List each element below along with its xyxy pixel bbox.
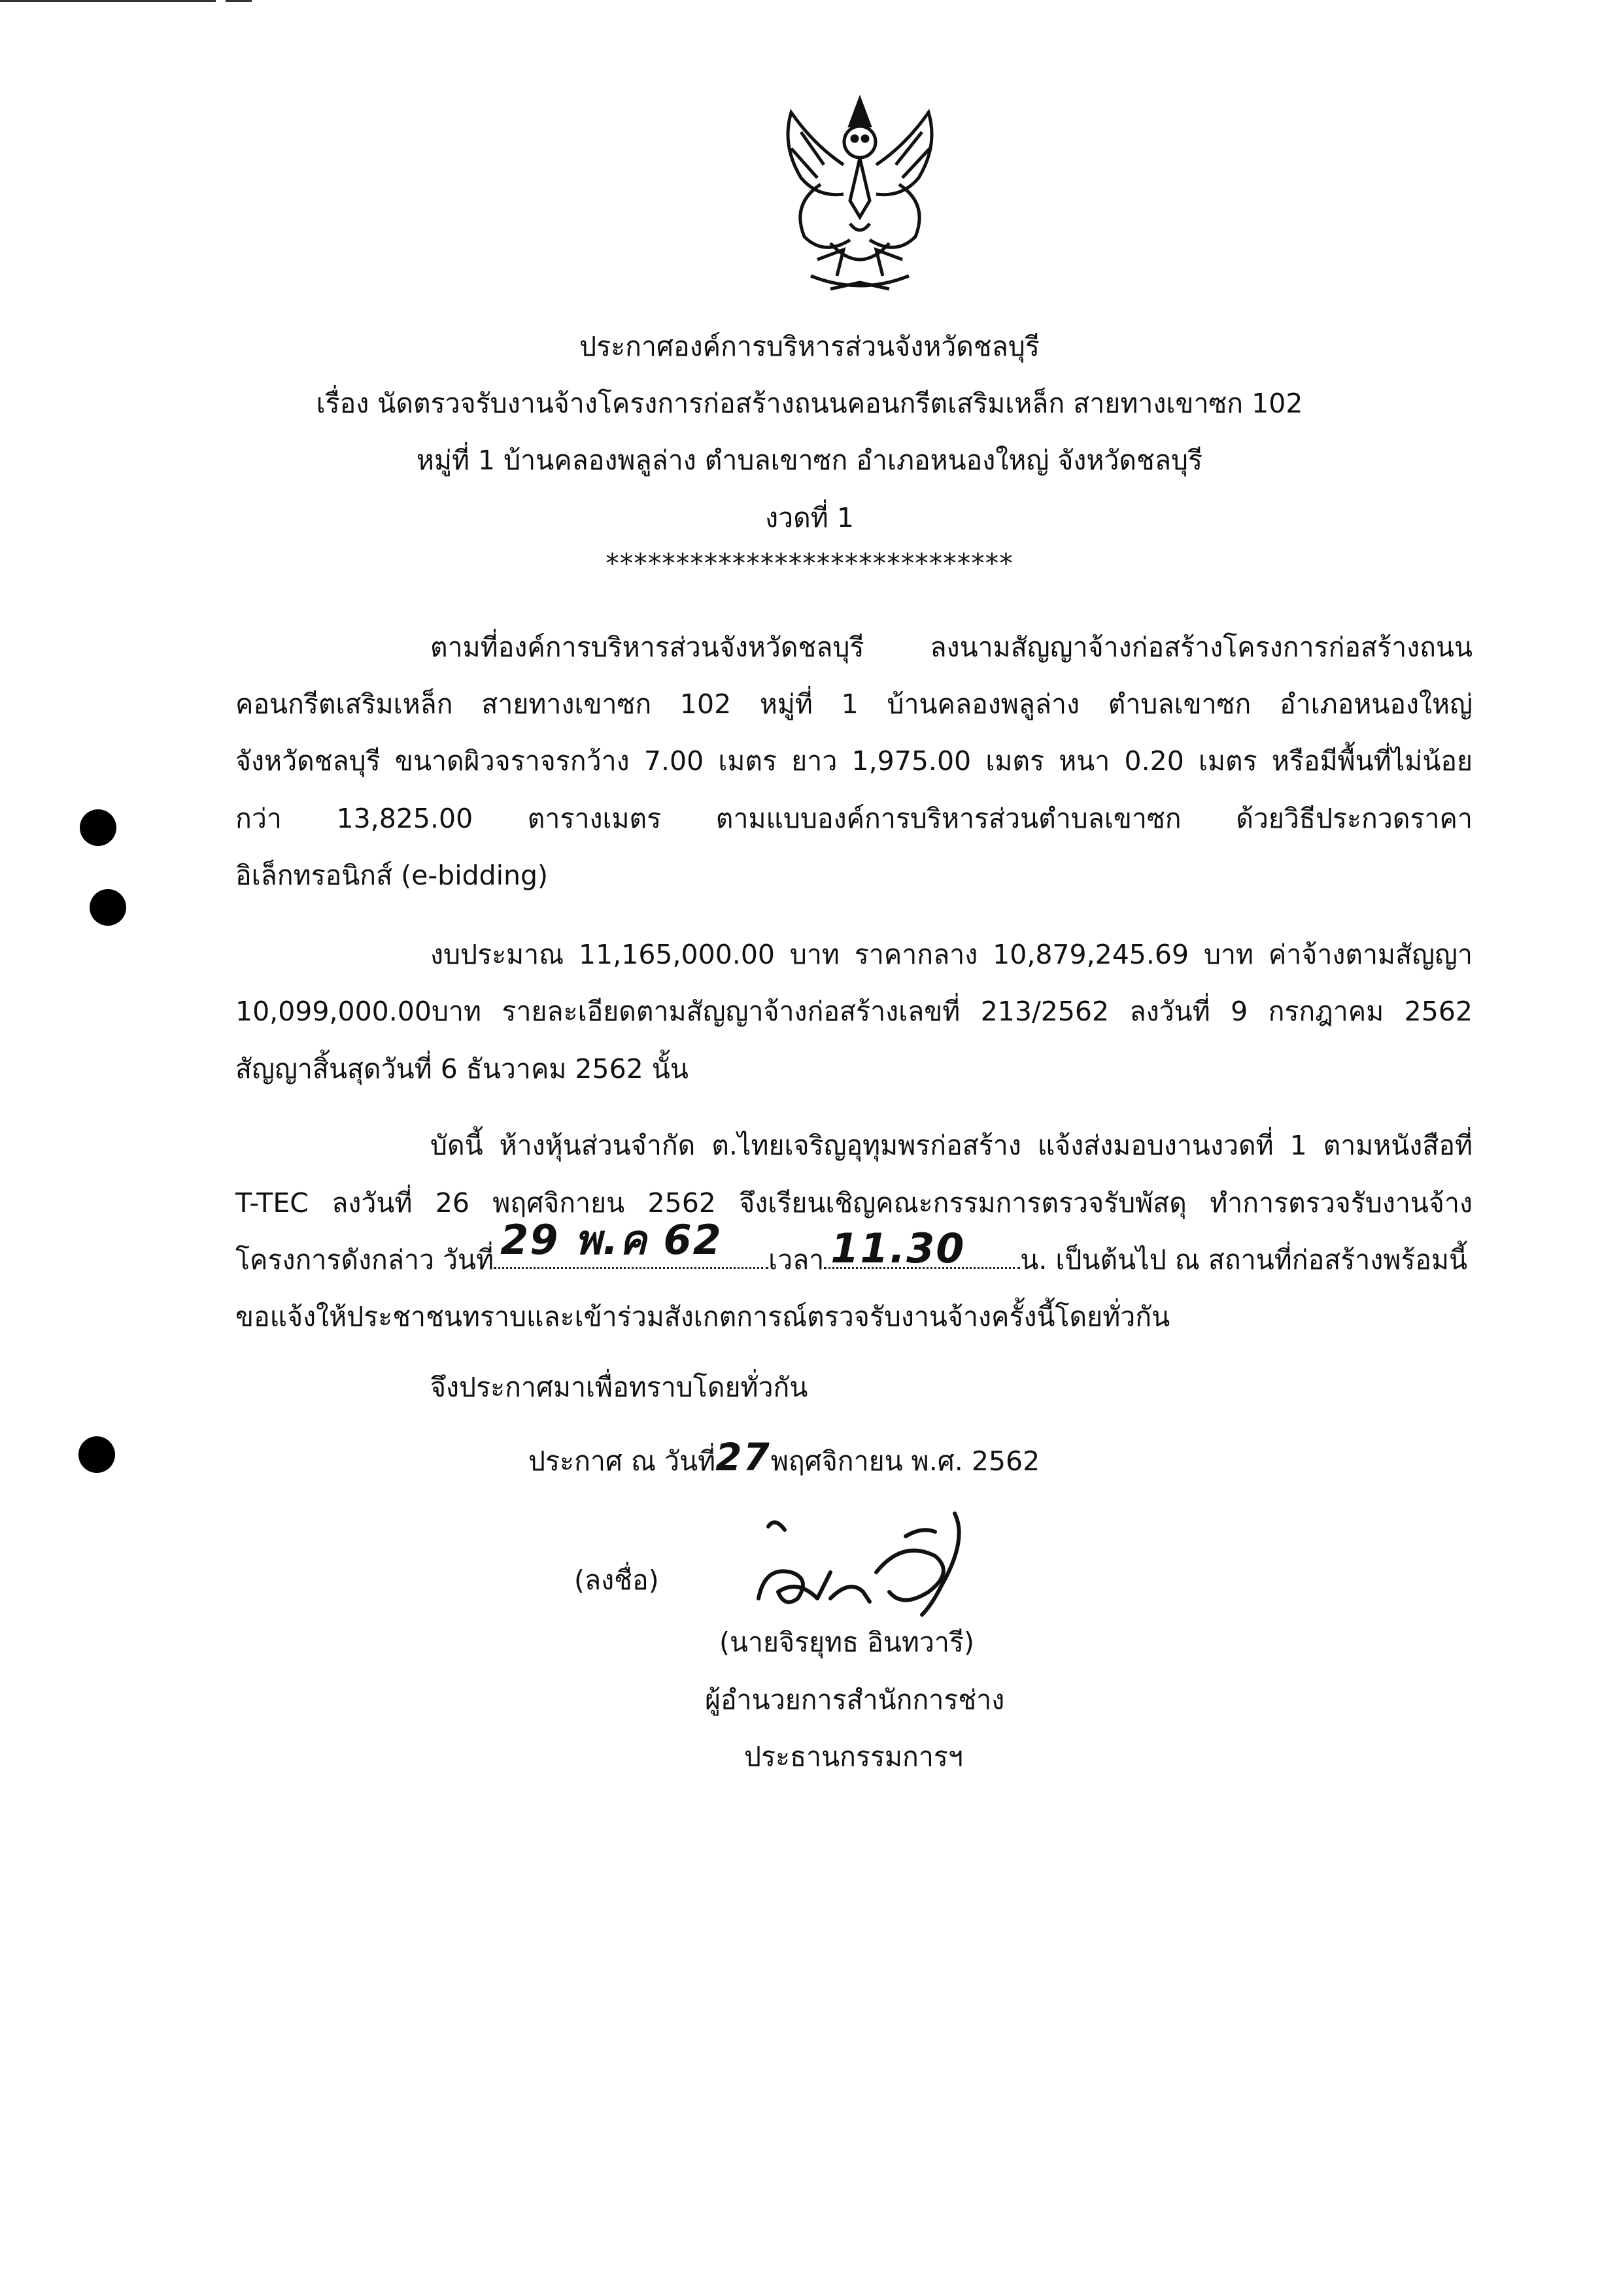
time-label: เวลา — [768, 1244, 825, 1275]
paragraph-3-line-3 — [235, 1216, 1468, 1281]
paragraph-2-line-3: สัญญาสิ้นสุดวันที่ 6 ธันวาคม 2562 นั้น — [235, 1053, 689, 1085]
garuda-emblem-icon — [752, 86, 968, 302]
paragraph-3-line-1: บัดนี้ ห้างหุ้นส่วนจำกัด ต.ไทยเจริญอุทุมพรก่อสร้าง แจ้งส่งมอบงานงวดที่ 1 ตามหนังสือที่ — [430, 1130, 1473, 1161]
announce-prefix: ประกาศ ณ วันที่ — [528, 1445, 716, 1477]
announcement-date — [528, 1435, 1040, 1483]
signatory-role: ประธานกรรมการฯ — [744, 1741, 963, 1772]
handwritten-day: 27 — [715, 1435, 771, 1479]
announce-suffix: พฤศจิกายน พ.ศ. 2562 — [770, 1445, 1040, 1477]
handwritten-signature — [739, 1500, 1014, 1631]
handwritten-date: 29 พ.ค 62 — [500, 1216, 723, 1264]
paragraph-1-line-3: จังหวัดชลบุรี ขนาดผิวจราจรกว้าง 7.00 เมตร ยาว 1,975.00 เมตร หนา 0.20 เมตร หรือมีพื้นที่ไม่น้อย — [235, 745, 1473, 777]
signatory-name: (นายจิรยุทธ อินทวารี) — [719, 1627, 974, 1658]
punch-hole — [78, 1436, 115, 1473]
paragraph-1-line-2: คอนกรีตเสริมเหล็ก สายทางเขาซก 102 หมู่ที่ 1 บ้านคลองพลูล่าง ตำบลเขาซก อำเภอหนองใหญ่ — [235, 688, 1473, 720]
punch-hole — [80, 809, 116, 846]
paragraph-2-line-1: งบประมาณ 11,165,000.00 บาท ราคากลาง 10,879,245.69 บาท ค่าจ้างตามสัญญา — [430, 939, 1473, 970]
subject-line-1: เรื่อง นัดตรวจรับงานจ้างโครงการก่อสร้างถนนคอนกรีตเสริมเหล็ก สายทางเขาซก 102 — [316, 388, 1303, 419]
sign-label: (ลงชื่อ) — [574, 1564, 659, 1596]
date-fill-line — [494, 1216, 768, 1269]
paragraph-3-line-4: ขอแจ้งให้ประชาชนทราบและเข้าร่วมสังเกตการณ์ตรวจรับงานจ้างครั้งนี้โดยทั่วกัน — [235, 1301, 1170, 1332]
scan-edge-rule — [226, 0, 252, 2]
subject-line-2: หมู่ที่ 1 บ้านคลองพลูล่าง ตำบลเขาซก อำเภอหนองใหญ่ จังหวัดชลบุรี — [416, 445, 1203, 476]
paragraph-3-line-2: T-TEC ลงวันที่ 26 พฤศจิกายน 2562 จึงเรียนเชิญคณะกรรมการตรวจรับพัสดุ ทำการตรวจรับงานจ้าง — [235, 1187, 1473, 1219]
scan-edge-rule — [0, 0, 216, 2]
installment-label: งวดที่ 1 — [765, 502, 854, 533]
paragraph-1-line-5: อิเล็กทรอนิกส์ (e-bidding) — [235, 860, 549, 891]
signatory-position: ผู้อำนวยการสำนักการช่าง — [705, 1684, 1005, 1715]
closing-statement: จึงประกาศมาเพื่อทราบโดยทั่วกัน — [430, 1372, 808, 1403]
time-suffix: น. เป็นต้นไป ณ สถานที่ก่อสร้างพร้อมนี้ — [1020, 1244, 1468, 1275]
time-fill-line — [824, 1224, 1020, 1272]
paragraph-1-line-1: ตามที่องค์การบริหารส่วนจังหวัดชลบุรี ลงนามสัญญาจ้างก่อสร้างโครงการก่อสร้างถนน — [430, 632, 1473, 663]
paragraph-1-line-4: กว่า 13,825.00 ตารางเมตร ตามแบบองค์การบริหารส่วนตำบลเขาซก ด้วยวิธีประกวดราคา — [235, 803, 1473, 834]
date-prefix: โครงการดังกล่าว วันที่ — [235, 1244, 494, 1275]
paragraph-2-line-2: 10,099,000.00บาท รายละเอียดตามสัญญาจ้างก่อสร้างเลขที่ 213/2562 ลงวันที่ 9 กรกฎาคม 2562 — [235, 996, 1473, 1027]
punch-hole — [90, 889, 126, 926]
document-title: ประกาศองค์การบริหารส่วนจังหวัดชลบุรี — [579, 331, 1040, 362]
separator-asterisks: ***************************** — [605, 548, 1014, 579]
handwritten-time: 11.30 — [830, 1224, 966, 1272]
